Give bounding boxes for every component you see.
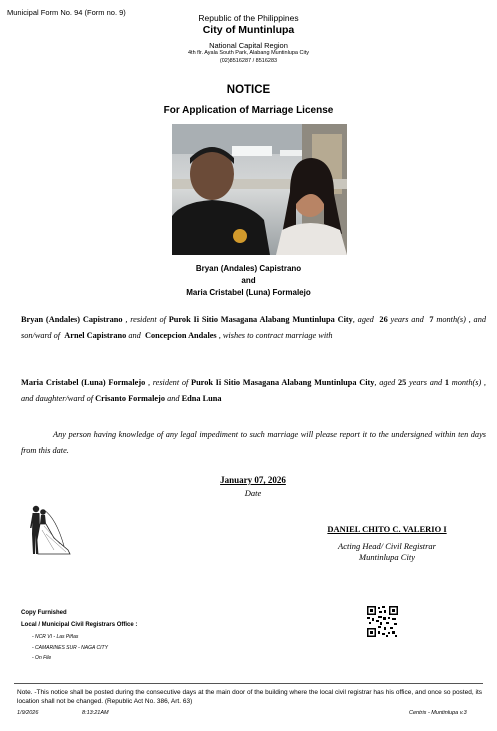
form-number: Municipal Form No. 94 (Form no. 9) (7, 8, 126, 17)
copy-furnished-list (32, 632, 108, 664)
footer-version: Centris - Muntinlupa v.3 (409, 710, 467, 716)
groom-mother: Concepcion Andales (144, 331, 217, 341)
footer-time: 8:13:21AM (82, 710, 109, 716)
header-republic: Republic of the Philippines (198, 13, 299, 23)
footer-note: Note. -This notice shall be posted during the consecutive days at the main door of the building where the local civil registrar has his office, and once so posted, its location shall not be changed. (Republic Act No. 386, Art. 63) (17, 689, 482, 705)
text: , resident of (147, 378, 189, 387)
groom-name: Bryan (Andales) Capistrano (195, 264, 302, 273)
applicant-names (0, 263, 497, 299)
copy-furnished-subtitle: Local / Municipal Civil Registrars Office : (21, 622, 138, 628)
text: , resident of (125, 315, 166, 324)
list-item: - CAMARINES SUR - NAGA CITY (32, 644, 108, 651)
registrar-city: Muntinlupa City (359, 552, 415, 562)
registrar-name: DANIEL CHITO C. VALERIO I (327, 524, 447, 534)
date-label: Date (244, 488, 262, 498)
bride-name-inline: Maria Cristabel (Luna) Formalejo (21, 378, 146, 387)
couple-photo (172, 124, 347, 255)
bride-groom-icon (24, 504, 72, 556)
text: Any person having knowledge of any legal impediment to such marriage will please report it to the undersigned within ten days from this date. (21, 430, 486, 456)
groom-residence: Purok Ii Sitio Masagana Alabang Muntinlupa City (168, 315, 353, 324)
groom-paragraph (21, 312, 486, 344)
couple-photo-image (172, 124, 347, 255)
list-item: - NCR VI - Las Piñas (32, 634, 79, 640)
text: , wishes to contract marriage with (218, 331, 333, 341)
groom-age-months: 7 (429, 315, 434, 324)
bride-residence: Purok Ii Sitio Masagana Alabang Muntinlupa City (191, 378, 375, 387)
text: month(s) , and daughter/ward of (21, 378, 486, 404)
bride-age-months: 1 (444, 378, 450, 387)
groom-name-inline: Bryan (Andales) Capistrano (21, 315, 123, 324)
header-address: 4th flr. Ayala South Park, Alabang Muntinlupa City (188, 50, 309, 56)
notice-title: NOTICE (226, 84, 271, 96)
text: years and (390, 315, 424, 324)
bride-age-years: 25 (398, 378, 407, 387)
impediment-paragraph (21, 427, 486, 459)
footer-divider (14, 683, 483, 684)
notice-date (198, 475, 308, 498)
header-phone: (02)8516287 / 8516283 (219, 58, 278, 64)
text: years and (409, 378, 443, 387)
qr-code-icon (366, 605, 399, 638)
text: , aged (352, 315, 374, 324)
groom-father: Arnel Capistrano (64, 331, 127, 341)
text: , aged (374, 378, 396, 387)
copy-furnished-title: Copy Furnished (21, 610, 67, 616)
registrar-title: Acting Head/ Civil Registrar (338, 541, 436, 551)
names-and: and (241, 276, 256, 285)
notice-subtitle: For Application of Marriage License (163, 105, 334, 116)
groom-age-years: 26 (379, 315, 388, 324)
text: and (128, 331, 141, 341)
copy-furnished (21, 607, 137, 631)
header-city: City of Muntinlupa (202, 24, 295, 36)
text: and (167, 394, 180, 404)
bride-paragraph (21, 375, 486, 407)
bride-name: Maria Cristabel (Luna) Formalejo (186, 288, 311, 297)
list-item: - On File (32, 655, 52, 661)
bride-mother: Edna Luna (181, 394, 222, 404)
date-value: January 07, 2026 (220, 475, 286, 485)
registrar-block (300, 524, 474, 563)
footer-date: 1/9/2026 (17, 710, 39, 716)
header-region: National Capital Region (209, 41, 288, 50)
bride-father: Crisanto Formalejo (95, 394, 165, 404)
text: month(s) , and son/ward of (21, 315, 486, 341)
